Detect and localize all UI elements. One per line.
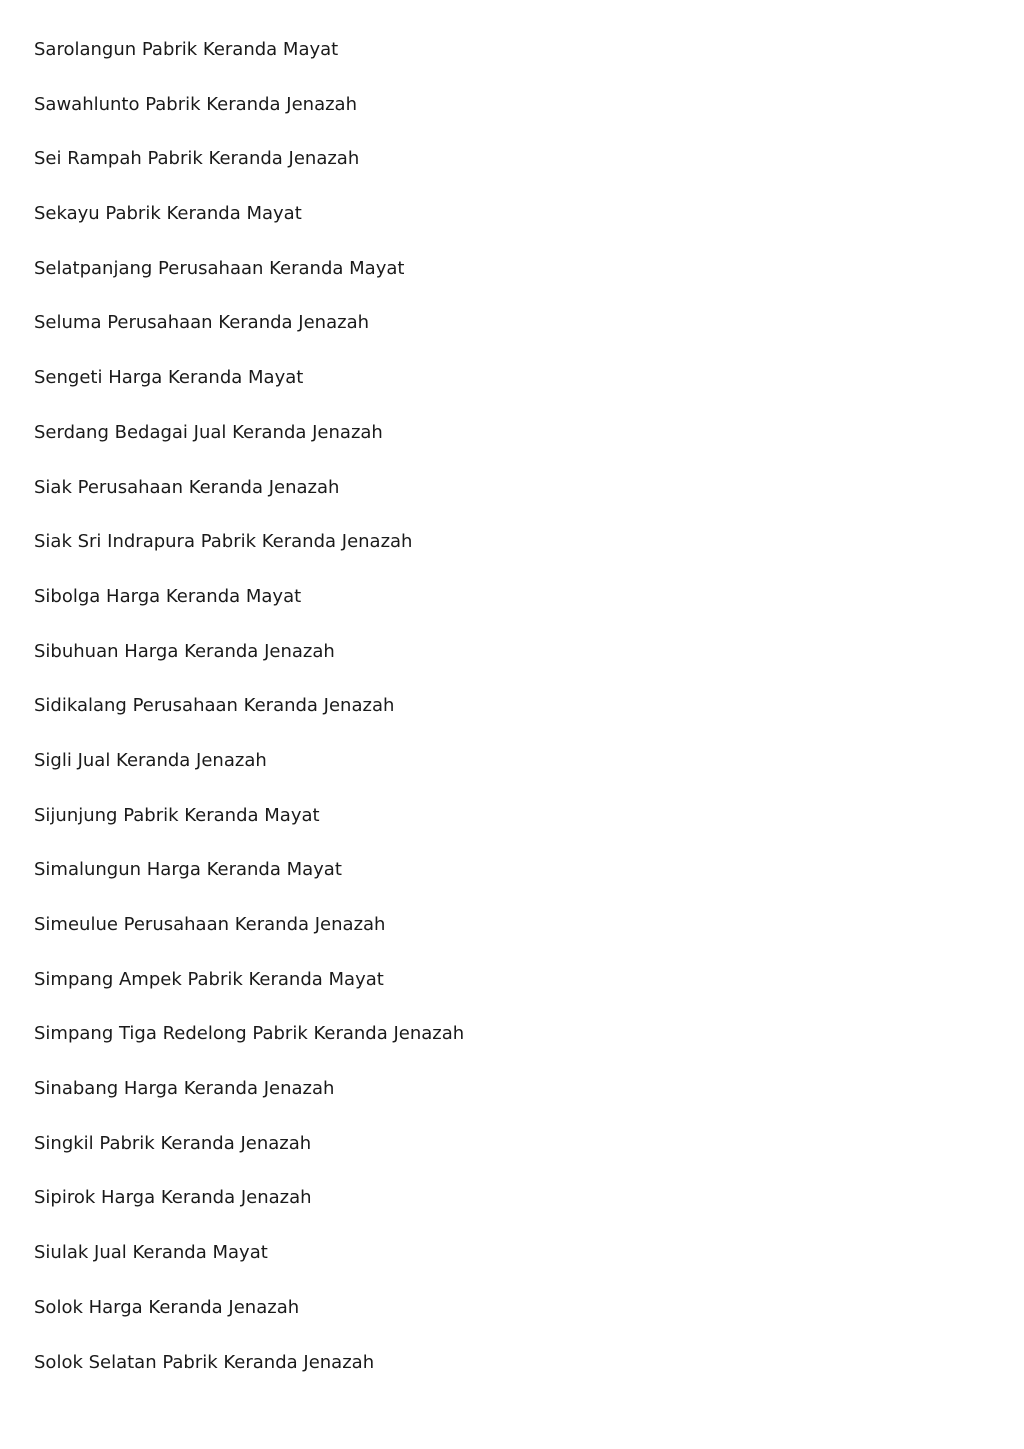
list-item: Siulak Jual Keranda Mayat	[34, 1242, 268, 1264]
list-item: Seluma Perusahaan Keranda Jenazah	[34, 312, 370, 334]
list-item: Serdang Bedagai Jual Keranda Jenazah	[34, 421, 383, 443]
list-item: Solok Selatan Pabrik Keranda Jenazah	[34, 1351, 375, 1373]
list-item: Sidikalang Perusahaan Keranda Jenazah	[34, 695, 395, 717]
list-item: Sibolga Harga Keranda Mayat	[34, 585, 302, 607]
list-item: Singkil Pabrik Keranda Jenazah	[34, 1132, 312, 1154]
list-item: Sijunjung Pabrik Keranda Mayat	[34, 804, 320, 826]
list-item: Sigli Jual Keranda Jenazah	[34, 749, 267, 771]
list-item: Sekayu Pabrik Keranda Mayat	[34, 203, 302, 225]
list-item: Simalungun Harga Keranda Mayat	[34, 859, 342, 881]
list-item: Solok Harga Keranda Jenazah	[34, 1296, 300, 1318]
list-item: Sei Rampah Pabrik Keranda Jenazah	[34, 148, 360, 170]
list-item: Sibuhuan Harga Keranda Jenazah	[34, 640, 335, 662]
keyword-list	[34, 37, 464, 1404]
list-item: Sipirok Harga Keranda Jenazah	[34, 1187, 312, 1209]
list-item: Simpang Tiga Redelong Pabrik Keranda Jenazah	[34, 1023, 465, 1045]
list-item: Sinabang Harga Keranda Jenazah	[34, 1078, 335, 1100]
list-item: Siak Perusahaan Keranda Jenazah	[34, 476, 340, 498]
list-item: Simeulue Perusahaan Keranda Jenazah	[34, 914, 386, 935]
list-item: Simpang Ampek Pabrik Keranda Mayat	[34, 968, 384, 990]
list-item: Sarolangun Pabrik Keranda Mayat	[34, 39, 339, 60]
list-item: Siak Sri Indrapura Pabrik Keranda Jenazah	[34, 531, 413, 553]
list-item: Sawahlunto Pabrik Keranda Jenazah	[34, 93, 357, 115]
list-item: Selatpanjang Perusahaan Keranda Mayat	[34, 257, 405, 279]
list-item: Sengeti Harga Keranda Mayat	[34, 367, 304, 389]
